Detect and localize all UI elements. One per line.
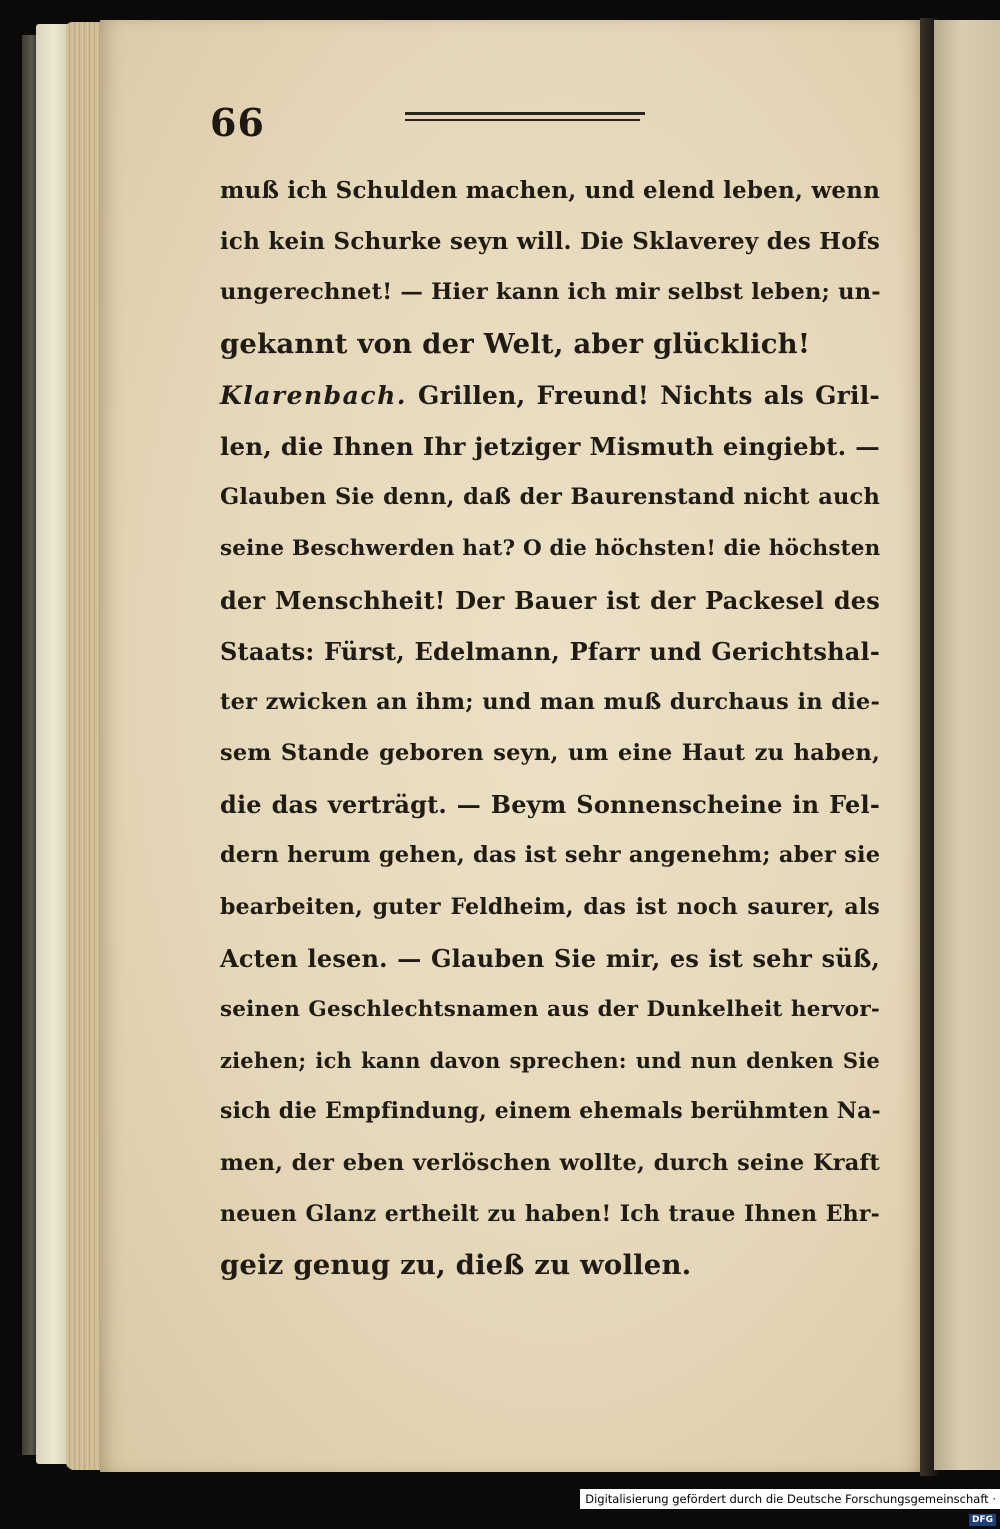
text-line: Glauben Sie denn, daß der Baurenstand nicht auch (220, 484, 880, 511)
text-line: len, die Ihnen Ihr jetziger Mismuth eingiebt. — (220, 431, 880, 461)
header-rule (405, 112, 645, 125)
digitization-credit (580, 1489, 1000, 1525)
page-text (220, 165, 880, 1291)
text-line: neuen Glanz ertheilt zu haben! Ich traue Ihnen Ehr- (220, 1200, 880, 1227)
text-line: bearbeiten, guter Feldheim, das ist noch saurer, als (220, 893, 880, 920)
text-line: muß ich Schulden machen, und elend leben, wenn (220, 177, 880, 204)
speech-first-line: Grillen, Freund! Nichts als Gril- (418, 380, 880, 410)
text-line: dern herum gehen, das ist sehr angenehm; aber sie (220, 842, 881, 869)
text-line: sem Stande geboren seyn, um eine Haut zu haben, (220, 740, 880, 767)
facing-page-strip (934, 20, 1000, 1470)
text-line: Acten lesen. — Glauben Sie mir, es ist sehr süß, (220, 943, 880, 973)
text-line: ich kein Schurke seyn will. Die Sklaverey des Hofs (220, 228, 880, 256)
speech-opening-line (220, 370, 880, 421)
text-line: der Menschheit! Der Bauer ist der Packesel des (220, 585, 880, 615)
text-line: gekannt von der Welt, aber glücklich! (220, 327, 811, 360)
speaker-name: Klarenbach. (220, 380, 407, 410)
text-line: ter zwicken an ihm; und man muß durchaus in die- (220, 688, 880, 715)
text-line: sich die Empfindung, einem ehemals berühmten Na- (220, 1098, 881, 1125)
page-number: 66 (210, 100, 265, 145)
dfg-logo: DFG (969, 1514, 996, 1526)
text-line: men, der eben verlöschen wollte, durch seine Kraft (220, 1149, 880, 1176)
text-line: ziehen; ich kann davon sprechen: und nun denken Sie (220, 1048, 880, 1074)
text-line: geiz genug zu, dieß zu wollen. (220, 1248, 692, 1281)
text-line: ungerechnet! — Hier kann ich mir selbst leben; un- (220, 279, 881, 306)
text-line: seine Beschwerden hat? O die höchsten! die höchsten (220, 536, 881, 562)
text-line: seinen Geschlechtsnamen aus der Dunkelheit hervor- (220, 997, 880, 1022)
credit-text: Digitalisierung gefördert durch die Deutsche Forschungsgemeinschaft · (585, 1492, 996, 1506)
text-line: Staats: Fürst, Edelmann, Pfarr und Gerichtshal- (220, 636, 880, 666)
text-line: die das verträgt. — Beym Sonnenscheine in Fel- (220, 790, 880, 820)
